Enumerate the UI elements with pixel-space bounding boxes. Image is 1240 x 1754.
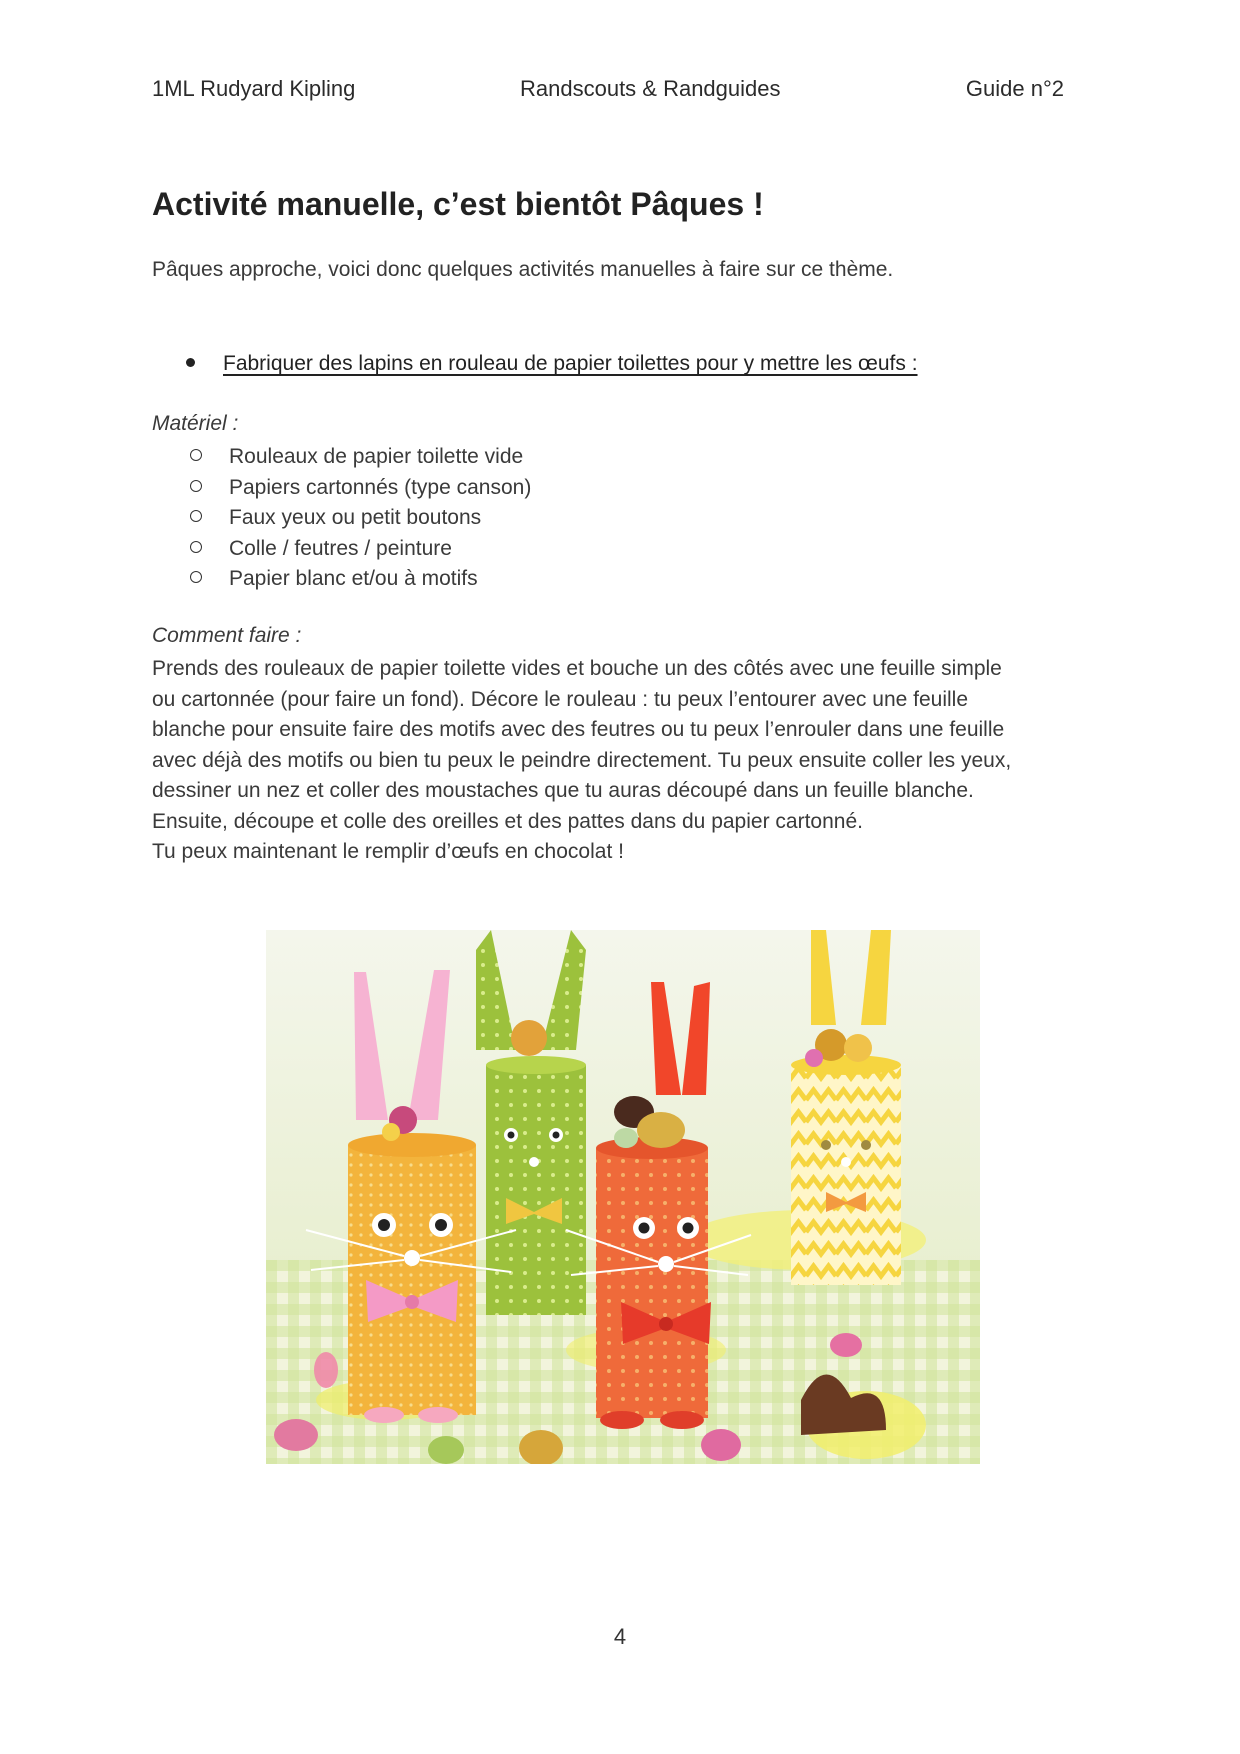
instructions-label: Comment faire : [152, 624, 302, 647]
instructions-line: dessiner un nez et coller des moustaches que tu auras découpé dans un feuille blanche. [152, 779, 974, 802]
activity-heading [186, 352, 918, 376]
header-left: 1ML Rudyard Kipling [152, 76, 356, 101]
header-center: Randscouts & Randguides [520, 76, 781, 101]
list-item: Colle / feutres / peinture [190, 534, 531, 565]
page-header [152, 76, 1064, 106]
circle-bullet-icon [190, 480, 202, 492]
instructions-line: blanche pour ensuite faire des motifs avec des feutres ou tu peux l’enrouler dans une feuille [152, 718, 1005, 741]
materials-list [190, 442, 531, 595]
materials-label: Matériel : [152, 412, 239, 435]
circle-bullet-icon [190, 541, 202, 553]
intro-paragraph: Pâques approche, voici donc quelques activités manuelles à faire sur ce thème. [152, 258, 894, 281]
list-item: Rouleaux de papier toilette vide [190, 442, 531, 473]
page-number: 4 [613, 1624, 627, 1649]
toilet-roll-bunnies-photo [266, 930, 980, 1464]
instructions-line: Prends des rouleaux de papier toilette vides et bouche un des côtés avec une feuille simple [152, 657, 1002, 680]
bunnies-illustration [266, 930, 980, 1464]
circle-bullet-icon [190, 449, 202, 461]
bullet-icon [186, 358, 195, 367]
list-item: Faux yeux ou petit boutons [190, 503, 531, 534]
instructions-line: Tu peux maintenant le remplir d’œufs en chocolat ! [152, 840, 624, 863]
circle-bullet-icon [190, 571, 202, 583]
activity-heading-text: Fabriquer des lapins en rouleau de papier toilettes pour y mettre les œufs : [223, 352, 918, 375]
instructions-line: ou cartonnée (pour faire un fond). Décore le rouleau : tu peux l’entourer avec une feuille [152, 687, 969, 711]
header-right: Guide n°2 [965, 76, 1064, 101]
list-item: Papiers cartonnés (type canson) [190, 473, 531, 504]
instructions-line: Ensuite, découpe et colle des oreilles et des pattes dans du papier cartonné. [152, 809, 863, 833]
instructions-line: avec déjà des motifs ou bien tu peux le peindre directement. Tu peux ensuite coller les yeux, [152, 748, 1012, 772]
circle-bullet-icon [190, 510, 202, 522]
page-title: Activité manuelle, c’est bientôt Pâques ! [152, 186, 764, 222]
instructions-paragraph [152, 654, 1092, 868]
list-item: Papier blanc et/ou à motifs [190, 564, 531, 595]
